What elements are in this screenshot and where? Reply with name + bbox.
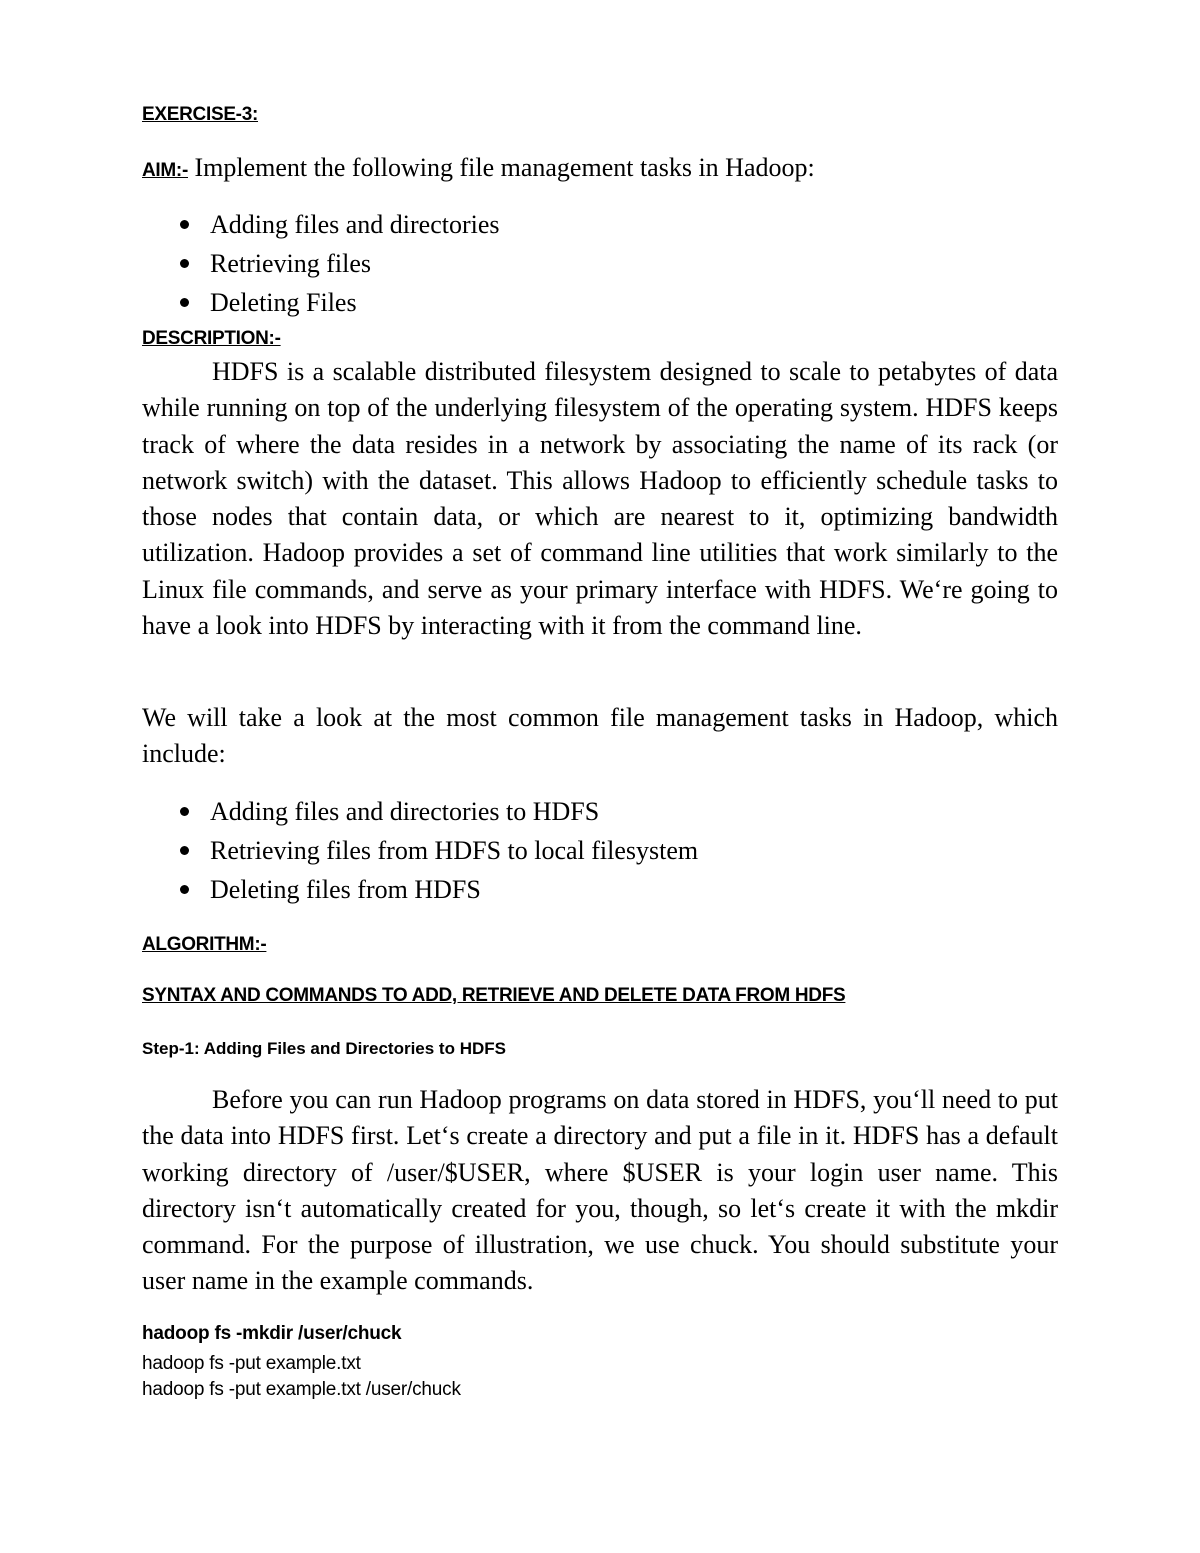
aim-task-list xyxy=(142,205,500,322)
command-line: hadoop fs -put example.txt /user/chuck xyxy=(142,1379,461,1400)
bullet-icon xyxy=(180,807,189,816)
list-item: Adding files and directories to HDFS xyxy=(142,792,698,831)
step-1-title: Step-1: Adding Files and Directories to HDFS xyxy=(142,1039,506,1058)
aim-label: AIM:- xyxy=(142,160,188,181)
list-item: Deleting files from HDFS xyxy=(142,870,698,909)
exercise-title: EXERCISE-3: xyxy=(142,104,259,125)
command-line: hadoop fs -mkdir /user/chuck xyxy=(142,1323,402,1344)
aim-line xyxy=(142,150,815,186)
command-line: hadoop fs -put example.txt xyxy=(142,1353,361,1374)
list-item: Deleting Files xyxy=(142,283,500,322)
bullet-icon xyxy=(180,846,189,855)
bullet-icon xyxy=(180,259,189,268)
algorithm-heading: ALGORITHM:- xyxy=(142,934,267,955)
step-1-paragraph: Before you can run Hadoop programs on data stored in HDFS, you‘ll need to put the data into HDFS first. Let‘s create a directory and put a file in it. HDFS has a default working directory of /user/$USER, where $USER is your login user name. This directory isn‘t automatically created for you, though, so let‘s create it with the mkdir command. For the purpose of illustration, we use chuck. You should substitute your user name in the example commands. xyxy=(142,1085,1058,1296)
description-paragraph: HDFS is a scalable distributed filesystem designed to scale to petabytes of data while running on top of the underlying filesystem of the operating system. HDFS keeps track of where the data resides in a network by associating the name of its rack (or network switch) with the dataset. This allows Hadoop to efficiently schedule tasks to those nodes that contain data, or which are nearest to it, optimizing bandwidth utilization. Hadoop provides a set of command line utilities that work similarly to the Linux file commands, and serve as your primary interface with HDFS. We‘re going to have a look into HDFS by interacting with it from the command line. xyxy=(142,357,1058,641)
syntax-subheading: SYNTAX AND COMMANDS TO ADD, RETRIEVE AND DELETE DATA FROM HDFS xyxy=(142,985,846,1006)
aim-text: Implement the following file management tasks in Hadoop: xyxy=(187,153,815,182)
bullet-icon xyxy=(180,220,189,229)
bullet-icon xyxy=(180,885,189,894)
description-paragraph-2: We will take a look at the most common file management tasks in Hadoop, which include: xyxy=(142,703,1058,769)
list-item: Adding files and directories xyxy=(142,205,500,244)
description-task-list xyxy=(142,792,698,909)
description-heading: DESCRIPTION:- xyxy=(142,328,281,349)
bullet-icon xyxy=(180,298,189,307)
list-item: Retrieving files xyxy=(142,244,500,283)
list-item: Retrieving files from HDFS to local filesystem xyxy=(142,831,698,870)
